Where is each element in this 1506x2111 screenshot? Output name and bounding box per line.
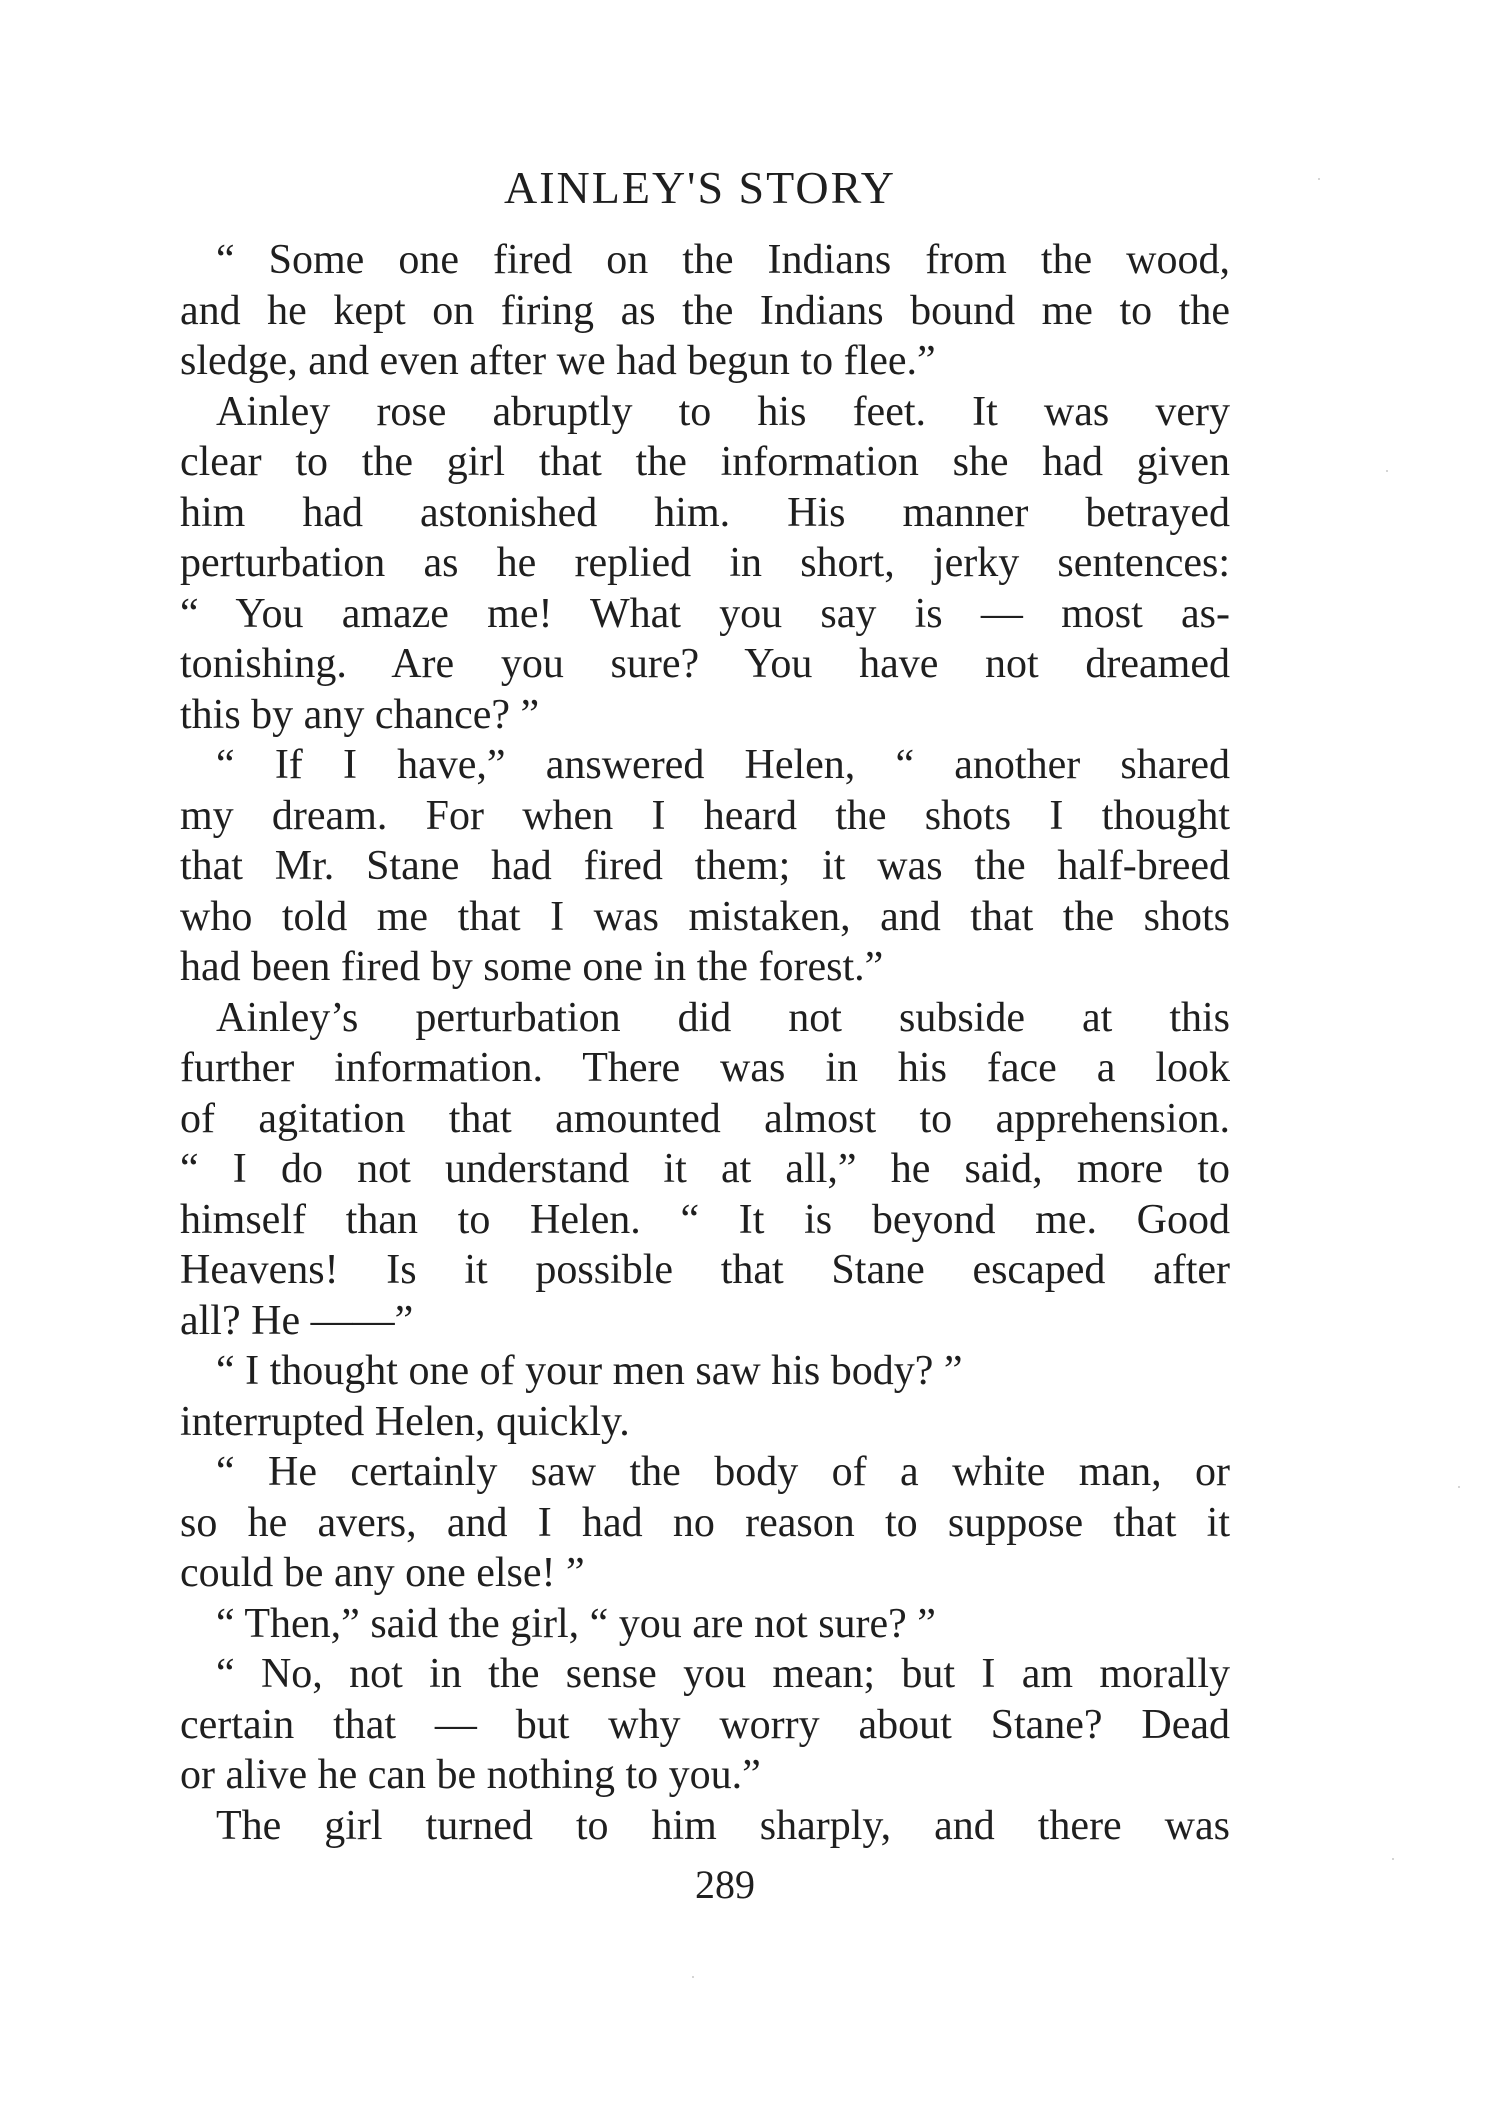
text-line: Heavens! Is it possible that Stane escaped after [180,1247,1230,1293]
text-line: of agitation that amounted almost to apprehension. [180,1095,1230,1142]
text-line: had been fired by some one in the forest.” [180,944,884,990]
paper-speck [1392,1858,1394,1860]
text-line: tonishing. Are you sure? You have not dreamed [180,641,1230,687]
text-line: Ainley rose abruptly to his feet. It was very [216,388,1230,435]
text-line: “ No, not in the sense you mean; but I am morally [216,1651,1230,1697]
text-line: “ I do not understand it at all,” he said, more to [180,1146,1230,1192]
text-line: further information. There was in his face a look [180,1045,1230,1091]
text-line: and he kept on firing as the Indians bound me to the [180,287,1230,334]
text-line: Ainley’s perturbation did not subside at this [216,994,1230,1041]
text-line: perturbation as he replied in short, jerky sentences: [180,540,1230,586]
text-line: my dream. For when I heard the shots I thought [180,792,1230,839]
text-line: clear to the girl that the information she had given [180,439,1230,485]
text-line: all? He ——” [180,1297,414,1344]
text-line: “ He certainly saw the body of a white man, or [216,1449,1230,1495]
text-line: interrupted Helen, quickly. [180,1398,630,1445]
text-line: “ Then,” said the girl, “ you are not sure? ” [216,1600,936,1647]
text-line: who told me that I was mistaken, and that the shots [180,893,1230,940]
text-line: “ If I have,” answered Helen, “ another shared [216,742,1230,788]
text-line: so he avers, and I had no reason to suppose that it [180,1499,1230,1546]
text-line: himself than to Helen. “ It is beyond me. Good [180,1196,1230,1243]
body-text [180,235,1230,1851]
text-line: “ You amaze me! What you say is — most as- [180,590,1230,637]
text-line: certain that — but why worry about Stane? Dead [180,1701,1230,1748]
text-line: or alive he can be nothing to you.” [180,1752,761,1798]
text-line: “ Some one fired on the Indians from the wood, [216,237,1230,283]
text-line: could be any one else! ” [180,1550,585,1596]
running-head: AINLEY'S STORY [504,162,896,213]
text-line: him had astonished him. His manner betrayed [180,489,1230,536]
paper-speck [692,1976,694,1978]
text-line: this by any chance? ” [180,691,540,738]
text-line: The girl turned to him sharply, and there was [216,1802,1230,1849]
paper-speck [1458,1486,1460,1488]
text-line: sledge, and even after we had begun to flee.” [180,338,936,384]
text-line: that Mr. Stane had fired them; it was the half-breed [180,843,1230,889]
paper-speck [1318,178,1320,180]
page-number: 289 [695,1862,755,1907]
paper-speck [1386,470,1388,472]
text-line: “ I thought one of your men saw his body? ” [216,1348,963,1394]
